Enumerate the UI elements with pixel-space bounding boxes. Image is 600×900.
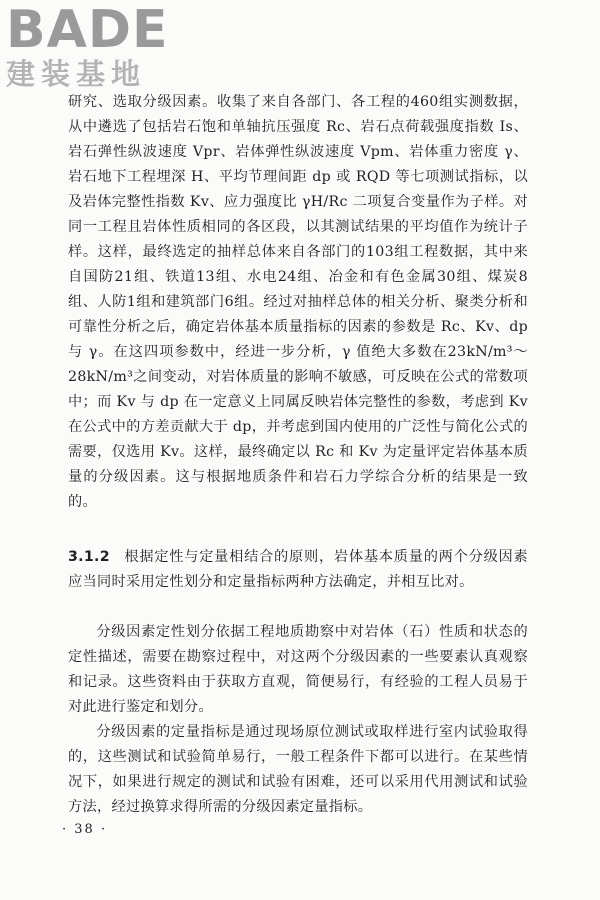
clause-3-1-2 bbox=[68, 545, 528, 595]
publisher-logo bbox=[6, 0, 176, 96]
clause-text: 根据定性与定量相结合的原则，岩体基本质量的两个分级因素应当同时采用定性划分和定量指标两种方法确定，并相互比对。 bbox=[68, 549, 528, 590]
paragraph-quantitative: 分级因素的定量指标是通过现场原位测试或取样进行室内试验取得的，这些测试和试验简单易行，一般工程条件下都可以进行。在某些情况下，如果进行规定的测试和试验有困难，还可以采用代用测试和试验方法，经过换算求得所需的分级因素定量指标。 bbox=[68, 724, 528, 815]
paragraph-qualitative: 分级因素定性划分依据工程地质勘察中对岩体（石）性质和状态的定性描述，需要在勘察过程中，对这两个分级因素的一些要素认真观察和记录。这些资料由于获取方直观，简便易行，有经验的工程人员易于对此进行鉴定和划分。 bbox=[68, 624, 528, 715]
paragraph-factor-selection: 研究、选取分级因素。收集了来自各部门、各工程的460组实测数据，从中遴选了包括岩石饱和单轴抗压强度 Rc、岩石点荷载强度指数 Is、岩石弹性纵波速度 Vpr、岩体弹性纵波速度 Vpm、岩体重力密度 γ、岩石地下工程埋深 H、平均节理间距 dp 或 RQD 等七项测试指标，以及岩体完整性指数 Kv、应力强度比 γH/Rc 二项复合变量作为子样。对同一工程且岩体性质相同的各区段，以其测试结果的平均值作为统计子样。这样，最终选定的抽样总体来自各部门的103组工程数据，其中来自国防21组、铁道13组、水电24组、冶金和有色金属30组、煤炭8组、人防1组和建筑部门6组。经过对抽样总体的相关分析、聚类分析和可靠性分析之后，确定岩体基本质量指标的因素的参数是 Rc、Kv、dp 与 γ。在这四项参数中，经进一步分析，γ 值绝大多数在23kN/m³～28kN/m³之间变动，对岩体质量的影响不敏感，可反映在公式的常数项中；而 Kv 与 dp 在一定意义上同属反映岩体完整性的参数，考虑到 Kv 在公式中的方差贡献大于 dp，并考虑到国内使用的广泛性与简化公式的需要，仅选用 Kv。这样，最终确定以 Rc 和 Kv 为定量评定岩体基本质量的分级因素。这与根据地质条件和岩石力学综合分析的结果是一致的。 bbox=[68, 94, 528, 510]
clause-number: 3.1.2 bbox=[68, 549, 110, 565]
logo-subtitle: 建装基地 bbox=[6, 57, 147, 91]
page-number: · 38 · bbox=[62, 822, 108, 837]
logo-brand: BADE bbox=[6, 0, 169, 60]
